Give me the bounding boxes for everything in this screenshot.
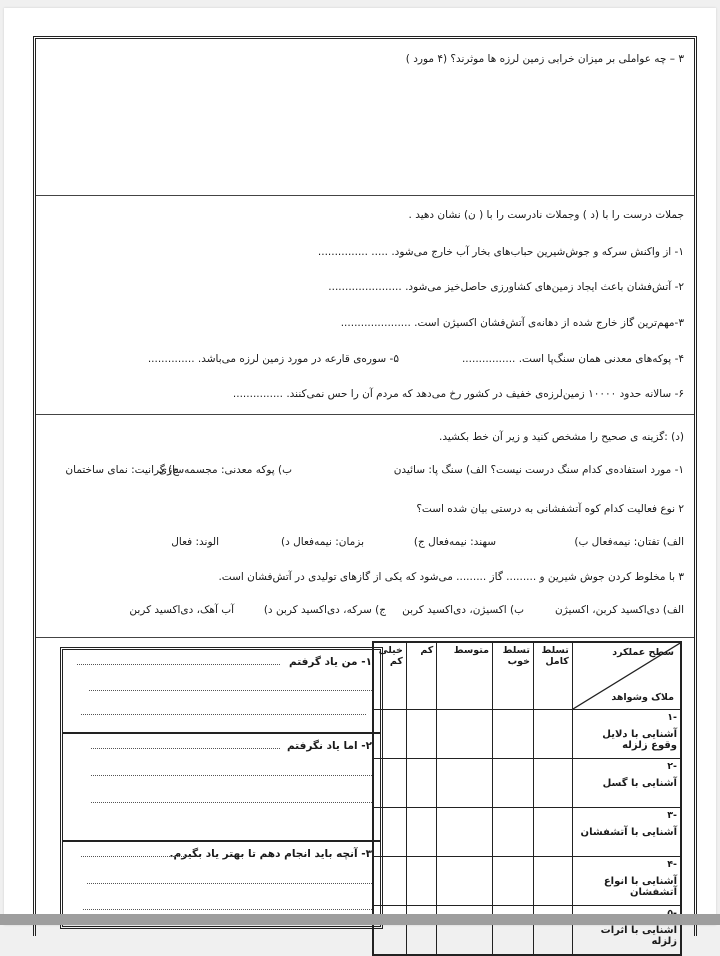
rubric-cell[interactable] [492, 710, 533, 759]
rubric-criterion [572, 759, 681, 808]
criterion-label: آشنایی با اثرات زلزله [600, 925, 677, 947]
true-false-item-1: ۱- از واکنش سرکه و جوش‌شیرین حباب‌های بخار آب خارج می‌شود. ..... ............... [317, 246, 684, 258]
rubric-level-full-mastery: تسلط کامل [533, 642, 572, 710]
mc-question-1: ۱- مورد استفاده‌ی کدام سنگ درست نیست؟ الف) سنگ پا: سائیدن [393, 464, 684, 476]
rubric-cell[interactable] [533, 906, 572, 956]
reflection-not-learned [63, 734, 380, 842]
true-false-item-5: ۵- سوره‌ی قارعه در مورد زمین لرزه می‌باشد. .............. [147, 353, 399, 365]
mc-q3-option-b[interactable]: ب) اکسیژن، دی‌اکسید کربن [402, 604, 524, 616]
criterion-number: -۴ [667, 859, 677, 870]
rubric-cell[interactable] [437, 710, 493, 759]
rubric-criterion [572, 808, 681, 857]
mc-instruction: (د) :گزینه ی صحیح را مشخص کنید و زیر آن خط بکشید. [438, 431, 684, 443]
rubric-row [373, 710, 681, 759]
criterion-number: -۳ [667, 810, 677, 821]
rubric-corner-top: سطح عملکرد [612, 647, 674, 658]
rubric-cell[interactable] [373, 808, 406, 857]
rubric-cell[interactable] [492, 808, 533, 857]
mc-q2-option-c[interactable]: بزمان: نیمه‌فعال د) [281, 536, 364, 548]
mc-q1-option-c[interactable]: ج) گرانیت: نمای ساختمان [65, 464, 179, 476]
answer-line[interactable] [83, 909, 374, 910]
reflection-not-learned-title: ۲- اما یاد نگرفتم [286, 740, 372, 752]
rubric-cell[interactable] [406, 857, 436, 906]
rubric-level-very-low: خیلی کم [373, 642, 406, 710]
self-reflection-box [60, 647, 383, 929]
rubric-cell[interactable] [533, 857, 572, 906]
rubric-row [373, 808, 681, 857]
mc-q3-option-c[interactable]: ج) سرکه، دی‌اکسید کربن د) [263, 604, 386, 616]
criterion-label: آشنایی با انواع آتشفشان [603, 876, 677, 898]
answer-line[interactable] [89, 690, 374, 691]
true-false-item-3: ۳-مهم‌ترین گاز خارج شده از دهانه‌ی آتش‌فشان اکسیژن است. ..................... [340, 317, 684, 329]
mc-q3-option-a[interactable]: الف) دی‌اکسید کربن، اکسیژن [554, 604, 684, 616]
reflection-to-improve-title: ۳- آنچه باید انجام دهم تا بهتر یاد بگیرم. [169, 848, 372, 860]
section-divider [36, 414, 694, 415]
answer-line[interactable] [91, 775, 374, 776]
true-false-item-2: ۲- آتش‌فشان باعث ایجاد زمین‌های کشاورزی حاصل‌خیز می‌شود. ...................... [328, 281, 684, 293]
mc-q2-option-a[interactable]: الف) تفتان: نیمه‌فعال ب) [574, 536, 684, 548]
reflection-learned-title: ۱- من یاد گرفتم [288, 656, 372, 668]
section-multiple-choice [36, 416, 694, 636]
true-false-item-4: ۴- پوکه‌های معدنی همان سنگ‌پا است. ................ [461, 353, 684, 365]
rubric-cell[interactable] [373, 710, 406, 759]
rubric-criterion [572, 857, 681, 906]
mc-q1-option-b[interactable]: ب) پوکه معدنی: مجسمه‌سازی [158, 464, 292, 476]
mc-q3-option-d[interactable]: آب آهک، دی‌اکسید کربن [129, 604, 234, 616]
true-false-item-6: ۶- سالانه حدود ۱۰۰۰۰ زمین‌لرزه‌ی خفیف در کشور رخ می‌دهد که مردم آن را حس نمی‌کنند. ............... [232, 388, 684, 400]
rubric-cell[interactable] [492, 906, 533, 956]
criterion-number: -۱ [667, 712, 677, 723]
answer-line[interactable] [77, 664, 280, 665]
rubric-criterion [572, 710, 681, 759]
rubric-cell[interactable] [492, 759, 533, 808]
performance-rubric-table [372, 641, 682, 956]
criterion-number: -۲ [667, 761, 677, 772]
rubric-cell[interactable] [492, 857, 533, 906]
rubric-cell[interactable] [437, 857, 493, 906]
answer-line[interactable] [81, 856, 190, 857]
answer-line[interactable] [81, 714, 366, 715]
rubric-criterion [572, 906, 681, 956]
rubric-level-average: متوسط [437, 642, 493, 710]
rubric-level-good-mastery: تسلط خوب [492, 642, 533, 710]
criterion-label: آشنایی با گسل [602, 778, 677, 789]
rubric-cell[interactable] [533, 808, 572, 857]
rubric-corner-cell [572, 642, 681, 710]
mc-question-3: ۳ با مخلوط کردن جوش شیرین و ......... گاز ......... می‌شود که یکی از گازهای تولیدی در آتش‌فشان است. [218, 571, 684, 583]
rubric-cell[interactable] [437, 808, 493, 857]
mc-q2-option-b[interactable]: سهند: نیمه‌فعال ج) [413, 536, 496, 548]
criterion-label: آشنایی با آتشفشان [580, 827, 677, 838]
rubric-level-low: کم [406, 642, 436, 710]
rubric-corner-bottom: ملاک وشواهد [611, 692, 674, 703]
rubric-cell[interactable] [406, 906, 436, 956]
rubric-cell[interactable] [373, 759, 406, 808]
rubric-cell[interactable] [373, 906, 406, 956]
section-question-3 [36, 39, 694, 195]
rubric-cell[interactable] [406, 710, 436, 759]
true-false-instruction: جملات درست را با (د ) وجملات نادرست را با ( ن) نشان دهید . [408, 209, 684, 221]
rubric-cell[interactable] [437, 906, 493, 956]
viewer-bottom-bar [0, 914, 720, 925]
mc-question-2: ۲ نوع فعالیت کدام کوه آتشفشانی به درستی بیان شده است؟ [416, 503, 684, 515]
reflection-learned [63, 650, 380, 734]
section-true-false [36, 196, 694, 414]
rubric-cell[interactable] [406, 759, 436, 808]
rubric-cell[interactable] [437, 759, 493, 808]
worksheet-frame [33, 36, 697, 947]
rubric-cell[interactable] [533, 759, 572, 808]
section-divider [36, 637, 694, 638]
mc-q2-option-d[interactable]: الوند: فعال [171, 536, 219, 548]
rubric-row [373, 906, 681, 956]
rubric-row [373, 759, 681, 808]
rubric-cell[interactable] [406, 808, 436, 857]
criterion-label: آشنایی با دلایل وقوع زلزله [602, 729, 677, 751]
answer-line[interactable] [87, 883, 374, 884]
answer-line[interactable] [91, 802, 374, 803]
rubric-cell[interactable] [373, 857, 406, 906]
answer-line[interactable] [91, 748, 280, 749]
rubric-header-row [373, 642, 681, 710]
question-3-text: ۳ – چه عواملی بر میزان خرابی زمین لرزه ها موثرند؟ (۴ مورد ) [405, 53, 684, 65]
rubric-row [373, 857, 681, 906]
rubric-cell[interactable] [533, 710, 572, 759]
